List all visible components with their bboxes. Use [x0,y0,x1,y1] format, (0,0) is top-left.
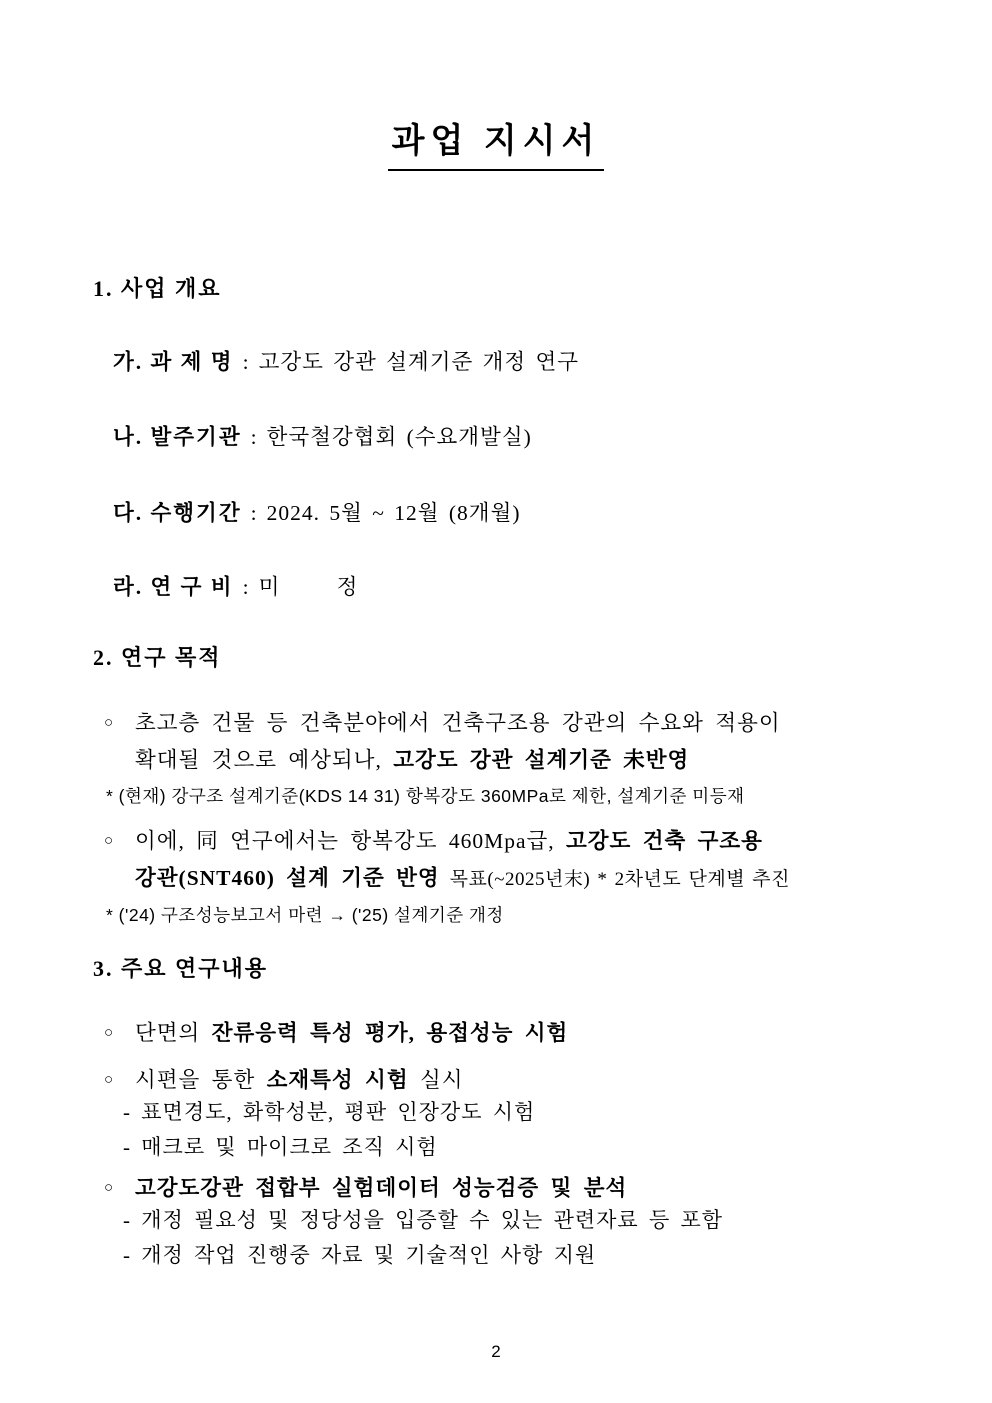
bullet-item [104,1173,992,1203]
bullet-line [135,742,781,779]
text-run: 이에, 同 연구에서는 항복강도 460Mpa급, [135,829,567,853]
footnote: * ('24) 구조성능보고서 마련 → ('25) 설계기준 개정 [106,905,504,925]
info-label: 나. 발주기관 [113,425,242,449]
info-label: 라. 연 구 비 [113,575,234,599]
text-run: 실시 [408,1068,464,1092]
sub-item: - 개정 작업 진행중 자료 및 기술적인 사항 지원 [123,1243,597,1267]
bullet-line [135,823,790,860]
colon-separator: : [242,575,250,599]
bullet-item [104,1065,992,1095]
sub-item: - 매크로 및 마이크로 조직 시험 [123,1135,438,1159]
text-run: 목표(~2025년末) * 2차년도 단계별 추진 [449,869,791,890]
bullet-item [104,823,992,898]
section-2-heading: 2. 연구 목적 [93,645,222,670]
info-value: 2024. 5월 ~ 12월 (8개월) [266,501,521,525]
text-run: 시편을 통한 [135,1068,267,1092]
circle-bullet-icon: ○ [104,1072,114,1088]
circle-bullet-icon: ○ [104,715,114,731]
bold-text-run: 잔류응력 특성 평가, 용접성능 시험 [211,1021,569,1045]
section-3-heading: 3. 주요 연구내용 [93,956,269,981]
circle-bullet-icon: ○ [104,1180,114,1196]
info-item-project-name [113,348,992,376]
bullet-item [104,705,992,779]
text-run: 단면의 [135,1021,212,1045]
circle-bullet-icon: ○ [104,1025,114,1041]
colon-separator: : [250,501,258,525]
info-item-period [113,499,992,527]
info-value: 고강도 강관 설계기준 개정 연구 [258,350,580,374]
bullet-item [104,1018,992,1048]
section-1-heading: 1. 사업 개요 [93,276,222,301]
text-run: 확대될 것으로 예상되나, [135,748,394,772]
colon-separator: : [250,425,258,449]
sub-item: - 개정 필요성 및 정당성을 입증할 수 있는 관련자료 등 포함 [123,1208,724,1232]
info-value: 미 정 [258,575,359,599]
info-label: 가. 과 제 명 [113,350,234,374]
info-value: 한국철강협회 (수요개발실) [266,425,532,449]
bullet-line [135,860,790,898]
circle-bullet-icon: ○ [104,833,114,849]
bullet-line [135,1018,568,1048]
bold-text-run: 소재특성 시험 [266,1068,409,1092]
info-item-ordering-org [113,423,992,451]
bullet-line: 고강도강관 접합부 실험데이터 성능검증 및 분석 [135,1176,628,1200]
bold-text-run: 강관(SNT460) 설계 기준 반영 [135,866,440,890]
bold-text-run: 고강도 건축 구조용 [566,829,763,853]
bold-text-run: 고강도 강관 설계기준 未반영 [393,748,690,772]
sub-item: - 표면경도, 화학성분, 평판 인장강도 시험 [123,1100,536,1124]
footnote: * (현재) 강구조 설계기준(KDS 14 31) 항복강도 360MPa로 제한, 설계기준 미등재 [106,786,745,806]
info-item-budget [113,573,992,601]
bullet-line: 초고층 건물 등 건축분야에서 건축구조용 강관의 수요와 적용이 [135,711,781,735]
bullet-line [135,1065,464,1095]
document-title: 과업 지시서 [388,120,605,171]
title-block [0,0,992,171]
info-label: 다. 수행기간 [113,501,242,525]
colon-separator: : [242,350,250,374]
page-number: 2 [491,1342,501,1361]
